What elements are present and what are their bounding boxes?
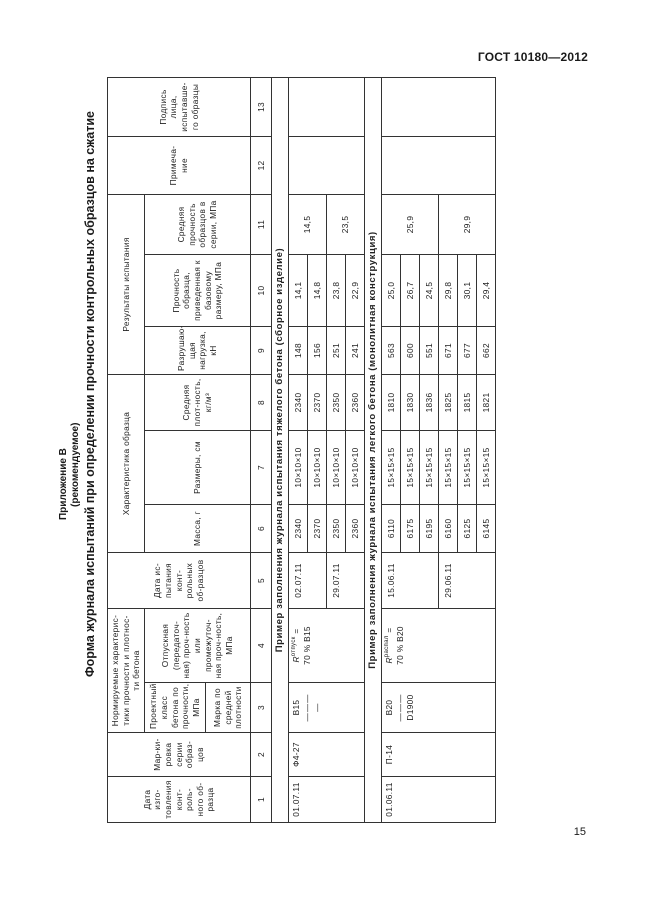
avg-strength-cell: 29,9 — [439, 194, 496, 254]
date-cell: 01.06.11 — [382, 777, 496, 823]
size-cell: 10×10×10 — [288, 431, 307, 505]
column-number: 6 — [250, 505, 271, 553]
class-value: B15 — [290, 699, 301, 716]
load-cell: 156 — [307, 326, 326, 374]
test-date-cell: 29.07.11 — [326, 553, 345, 609]
test-date-cell — [420, 553, 439, 609]
appendix-note: (рекомендуемое) — [70, 422, 81, 507]
mass-cell: 2350 — [326, 505, 345, 553]
class-separator: ——— — [301, 693, 312, 722]
column-number: 4 — [250, 609, 271, 683]
strength-cell: 23,8 — [326, 254, 345, 326]
header-date: Дата изго-товления конт-роль-ного об-разца — [108, 777, 251, 823]
size-cell: 15×15×15 — [382, 431, 401, 505]
mass-cell: 6110 — [382, 505, 401, 553]
form-title: Форма журнала испытаний при определении прочности контрольных образцов на сжатие — [83, 111, 97, 677]
size-cell: 15×15×15 — [420, 431, 439, 505]
size-cell: 10×10×10 — [345, 431, 364, 505]
density-cell: 2360 — [345, 374, 364, 430]
size-cell: 15×15×15 — [439, 431, 458, 505]
class-value: B20 — [384, 699, 395, 716]
size-cell: 15×15×15 — [401, 431, 420, 505]
class-separator: ——— — [394, 693, 405, 722]
appendix-title: Приложение В — [58, 448, 69, 520]
marking-cell: П-14 — [382, 733, 496, 777]
column-number: 13 — [250, 77, 271, 136]
test-date-cell — [307, 553, 326, 609]
column-number-row — [250, 77, 271, 822]
journal-table-container — [107, 78, 591, 823]
load-cell: 551 — [420, 326, 439, 374]
mass-cell: 6145 — [477, 505, 496, 553]
load-cell: 251 — [326, 326, 345, 374]
section-title-heavy: Пример заполнения журнала испытания тяжелого бетона (сборное изделие) — [271, 77, 288, 822]
header-signature: Подпись лица, испытавше-го образцы — [108, 77, 251, 136]
header-design-class: Проектный класс бетона по прочности, МПа — [144, 683, 205, 733]
density-cell: 2370 — [307, 374, 326, 430]
strength-cell: 29,4 — [477, 254, 496, 326]
header-mass: Масса, г — [144, 505, 250, 553]
header-sample-group: Характеристика образца — [108, 374, 145, 552]
header-row-1 — [108, 77, 145, 822]
density-cell: 2340 — [288, 374, 307, 430]
size-cell: 10×10×10 — [326, 431, 345, 505]
density-cell: 1836 — [420, 374, 439, 430]
header-avg-strength: Средняя прочность образцов в серии, МПа — [144, 194, 250, 254]
column-number: 1 — [250, 777, 271, 823]
header-size: Размеры, см — [144, 431, 250, 505]
test-date-cell — [345, 553, 364, 609]
test-journal-table — [107, 77, 496, 823]
release-symbol: R — [290, 656, 301, 663]
header-marking: Мар-ки-ровка серии образ-цов — [108, 733, 251, 777]
header-density: Средняя плот-ность, кг/м³ — [144, 374, 250, 430]
grade-value: — — [312, 703, 323, 712]
size-cell: 15×15×15 — [458, 431, 477, 505]
note-cell — [288, 136, 364, 194]
section-title-row — [271, 77, 288, 822]
mass-cell: 2360 — [345, 505, 364, 553]
load-cell: 600 — [401, 326, 420, 374]
class-cell — [382, 683, 496, 733]
load-cell: 241 — [345, 326, 364, 374]
strength-cell: 14,1 — [288, 254, 307, 326]
mass-cell: 2370 — [307, 505, 326, 553]
strength-cell: 30,1 — [458, 254, 477, 326]
load-cell: 148 — [288, 326, 307, 374]
density-cell: 1830 — [401, 374, 420, 430]
column-number: 12 — [250, 136, 271, 194]
strength-cell: 14,8 — [307, 254, 326, 326]
test-date-cell: 29.06.11 — [439, 553, 458, 609]
mass-cell: 2340 — [288, 505, 307, 553]
test-date-cell: 02.07.11 — [288, 553, 307, 609]
strength-cell: 24,5 — [420, 254, 439, 326]
header-note: Примеча-ние — [108, 136, 251, 194]
test-date-cell — [477, 553, 496, 609]
column-number: 11 — [250, 194, 271, 254]
test-date-cell — [458, 553, 477, 609]
density-cell: 1810 — [382, 374, 401, 430]
strength-cell: 29,8 — [439, 254, 458, 326]
mass-cell: 6160 — [439, 505, 458, 553]
header-release-strength: Отпускная (передаточ-ная) проч-ность или промежуточ-ная проч-ность, МПа — [144, 609, 250, 683]
column-number: 10 — [250, 254, 271, 326]
release-formula — [384, 612, 395, 679]
column-number: 7 — [250, 431, 271, 505]
avg-strength-cell: 25,9 — [382, 194, 439, 254]
table-row — [382, 77, 401, 822]
density-cell: 1815 — [458, 374, 477, 430]
header-results-group: Результаты испытания — [108, 194, 145, 374]
page-number: 15 — [573, 826, 586, 838]
header-design-grade: Марка по средней плотности — [205, 683, 250, 733]
section-title-light: Пример заполнения журнала испытания легкого бетона (монолитная конструкция) — [364, 77, 381, 822]
release-symbol: R — [384, 657, 395, 664]
signature-cell — [288, 77, 364, 136]
size-cell: 10×10×10 — [307, 431, 326, 505]
class-cell — [288, 683, 364, 733]
signature-cell — [382, 77, 496, 136]
release-value: 70 % B20 — [394, 626, 405, 665]
column-number: 3 — [250, 683, 271, 733]
header-strength: Прочность образца, приведенная к базовому размеру, МПа — [144, 254, 250, 326]
header-load: Разрушаю-щая нагрузка, кН — [144, 326, 250, 374]
grade-value: D1900 — [405, 694, 416, 721]
size-cell: 15×15×15 — [477, 431, 496, 505]
marking-cell: Ф4-27 — [288, 733, 364, 777]
mass-cell: 6195 — [420, 505, 439, 553]
column-number: 2 — [250, 733, 271, 777]
strength-cell: 26,7 — [401, 254, 420, 326]
header-test-date: Дата ис-пытания конт-рольных об-разцов — [108, 553, 251, 609]
test-date-cell: 15.06.11 — [382, 553, 401, 609]
release-value: 70 % B15 — [301, 626, 312, 665]
test-date-cell — [401, 553, 420, 609]
column-number: 9 — [250, 326, 271, 374]
release-equals: = — [290, 628, 301, 634]
load-cell: 662 — [477, 326, 496, 374]
load-cell: 677 — [458, 326, 477, 374]
release-subscript: отпуск — [291, 636, 298, 657]
note-cell — [382, 136, 496, 194]
release-subscript: распал — [384, 635, 391, 658]
strength-cell: 25,0 — [382, 254, 401, 326]
release-strength-cell — [382, 609, 496, 683]
avg-strength-cell: 23,5 — [326, 194, 364, 254]
mass-cell: 6125 — [458, 505, 477, 553]
strength-cell: 22,9 — [345, 254, 364, 326]
column-number: 5 — [250, 553, 271, 609]
column-number: 8 — [250, 374, 271, 430]
document-header: ГОСТ 10180—2012 — [477, 50, 588, 64]
avg-strength-cell: 14,5 — [288, 194, 326, 254]
density-cell: 1825 — [439, 374, 458, 430]
density-cell: 1821 — [477, 374, 496, 430]
mass-cell: 6175 — [401, 505, 420, 553]
release-formula — [291, 612, 302, 679]
density-cell: 2350 — [326, 374, 345, 430]
date-cell: 01.07.11 — [288, 777, 364, 823]
header-normative-group: Нормируемые характерис-тики прочности и плотнос-ти бетона — [108, 609, 145, 733]
section-title-row — [364, 77, 381, 822]
release-strength-cell — [288, 609, 364, 683]
table-row — [288, 77, 307, 822]
release-equals: = — [384, 627, 395, 633]
load-cell: 563 — [382, 326, 401, 374]
load-cell: 671 — [439, 326, 458, 374]
